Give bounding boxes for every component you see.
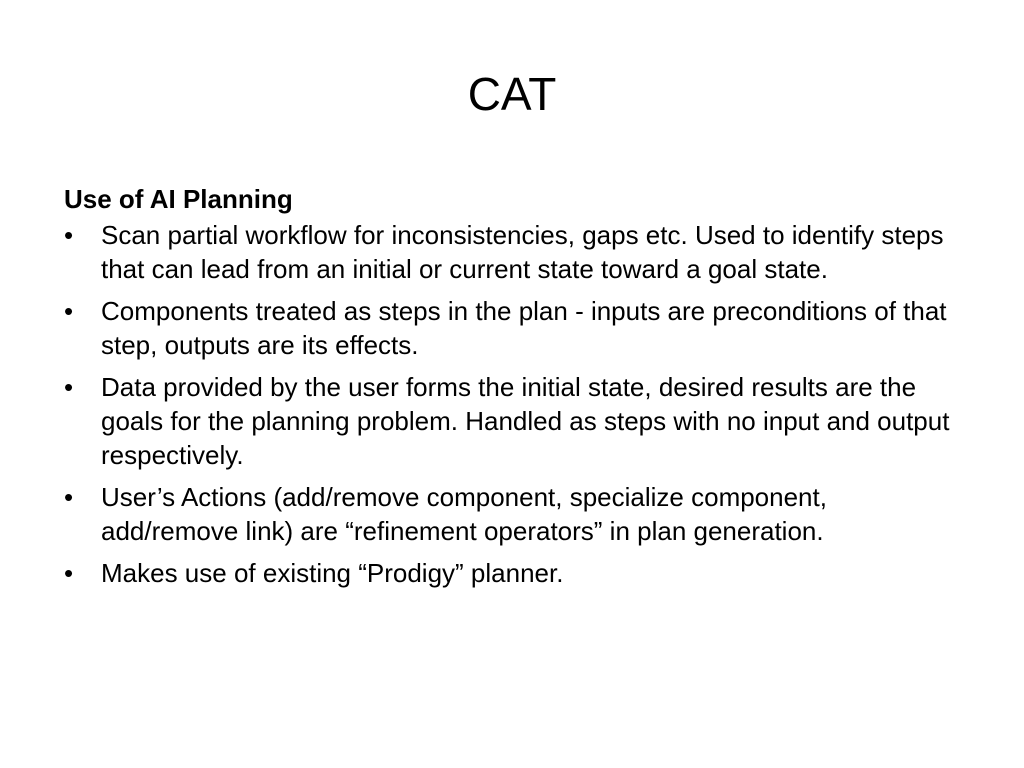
bullet-list: [64, 218, 964, 590]
bullet-icon: •: [64, 558, 74, 588]
slide-content: [64, 182, 964, 598]
bullet-text: Data provided by the user forms the initial state, desired results are the goals for the planning problem. Handled as steps with no input and output respectively.: [101, 372, 950, 470]
bullet-icon: •: [64, 482, 74, 512]
bullet-text: Scan partial workflow for inconsistencies, gaps etc. Used to identify steps that can lead from an initial or current state toward a goal state.: [101, 220, 944, 284]
bullet-icon: •: [64, 372, 74, 402]
bullet-icon: •: [64, 220, 74, 250]
bullet-item: [64, 294, 964, 362]
bullet-icon: •: [64, 296, 74, 326]
slide-title: CAT: [467, 68, 557, 120]
section-heading: Use of AI Planning: [64, 184, 293, 214]
bullet-item: [64, 556, 964, 590]
bullet-item: [64, 370, 964, 472]
bullet-text: Components treated as steps in the plan - inputs are preconditions of that step, outputs are its effects.: [101, 296, 947, 360]
bullet-item: [64, 480, 964, 548]
bullet-text: User’s Actions (add/remove component, specialize component, add/remove link) are “refinement operators” in plan generation.: [101, 482, 827, 546]
bullet-text: Makes use of existing “Prodigy” planner.: [101, 558, 564, 588]
bullet-item: [64, 218, 964, 286]
